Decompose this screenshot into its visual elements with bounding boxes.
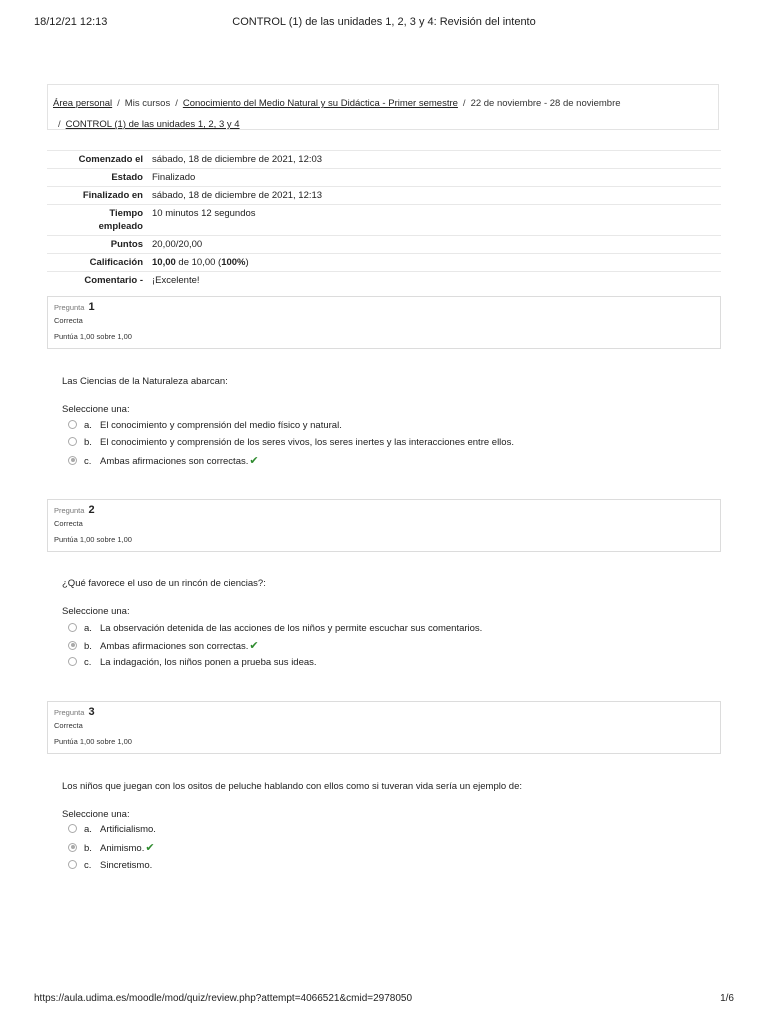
- question-text: Los niños que juegan con los ositos de peluche hablando con ellos como si tuveran vida sería un ejemplo de:: [62, 781, 522, 792]
- radio-icon[interactable]: [68, 420, 77, 429]
- answer-text: Sincretismo.: [100, 860, 153, 871]
- question-number-value: 1: [88, 301, 95, 313]
- answer-option[interactable]: [68, 859, 152, 873]
- question-info-1: [47, 296, 721, 349]
- radio-icon[interactable]: [68, 623, 77, 632]
- question-label: Pregunta: [54, 303, 85, 312]
- question-state: Correcta: [54, 519, 83, 528]
- select-prompt: Seleccione una:: [62, 809, 130, 820]
- answer-text: El conocimiento y comprensión del medio físico y natural.: [100, 420, 342, 431]
- print-datetime: 18/12/21 12:13: [34, 16, 108, 28]
- answer-text: Animismo.: [100, 843, 145, 854]
- check-icon: ✔: [249, 640, 259, 652]
- summary-row-comment: [47, 272, 721, 290]
- answer-text: Ambas afirmaciones son correctas.: [100, 641, 249, 652]
- answer-letter: a.: [84, 824, 92, 835]
- check-icon: ✔: [145, 842, 155, 854]
- answer-option[interactable]: [68, 639, 259, 653]
- summary-row-finished: [47, 187, 721, 205]
- print-header: [0, 16, 768, 32]
- radio-icon[interactable]: [68, 824, 77, 833]
- question-text: ¿Qué favorece el uso de un rincón de ciencias?:: [62, 578, 266, 589]
- summary-value: [148, 254, 721, 272]
- select-prompt: Seleccione una:: [62, 404, 130, 415]
- question-grade: Puntúa 1,00 sobre 1,00: [54, 332, 132, 341]
- answer-letter: b.: [84, 843, 92, 854]
- check-icon: ✔: [249, 455, 259, 467]
- answer-option[interactable]: [68, 656, 317, 670]
- answer-option[interactable]: [68, 841, 155, 855]
- question-text: Las Ciencias de la Naturaleza abarcan:: [62, 376, 228, 387]
- attempt-summary-table: [47, 150, 721, 289]
- answer-text: Artificialismo.: [100, 824, 156, 835]
- grade-score: 10,00: [152, 257, 176, 268]
- print-url: https://aula.udima.es/moodle/mod/quiz/review.php?attempt=4066521&cmid=2978050: [34, 993, 413, 1004]
- question-number-value: 3: [88, 706, 95, 718]
- summary-value: sábado, 18 de diciembre de 2021, 12:13: [148, 187, 721, 205]
- summary-label: Comentario -: [47, 272, 148, 290]
- question-grade: Puntúa 1,00 sobre 1,00: [54, 737, 132, 746]
- breadcrumb-separator: /: [117, 98, 120, 109]
- answer-option[interactable]: [68, 436, 514, 450]
- question-number: [54, 504, 714, 516]
- answer-option[interactable]: [68, 454, 259, 468]
- breadcrumb-separator: /: [462, 98, 466, 109]
- print-footer: [0, 993, 768, 1009]
- print-title: CONTROL (1) de las unidades 1, 2, 3 y 4: Revisión del intento: [232, 16, 536, 28]
- summary-value: 10 minutos 12 segundos: [148, 205, 721, 236]
- answer-text: La indagación, los niños ponen a prueba sus ideas.: [100, 657, 317, 668]
- print-page-number: 1/6: [720, 993, 734, 1004]
- breadcrumb-course-link[interactable]: Conocimiento del Medio Natural y su Didáctica - Primer semestre: [182, 98, 458, 109]
- summary-value: ¡Excelente!: [148, 272, 721, 290]
- answer-letter: a.: [84, 623, 92, 634]
- question-state: Correcta: [54, 316, 83, 325]
- answer-text: El conocimiento y comprensión de los seres vivos, los seres inertes y las interacciones entre ellos.: [100, 437, 514, 448]
- answer-letter: c.: [84, 657, 92, 668]
- question-label: Pregunta: [54, 708, 85, 717]
- summary-row-started: [47, 151, 721, 169]
- summary-label: Comenzado el: [47, 151, 148, 169]
- radio-icon[interactable]: [68, 860, 77, 869]
- question-info-3: [47, 701, 721, 754]
- summary-row-grade: [47, 254, 721, 272]
- answer-letter: c.: [84, 456, 92, 467]
- question-info-2: [47, 499, 721, 552]
- radio-icon[interactable]: [68, 657, 77, 666]
- summary-row-time: [47, 205, 721, 236]
- answer-letter: a.: [84, 420, 92, 431]
- summary-label: [47, 205, 148, 236]
- breadcrumb-home-link[interactable]: Área personal: [53, 98, 113, 109]
- summary-label: Finalizado en: [47, 187, 148, 205]
- answer-text: La observación detenida de las acciones de los niños y permite escuchar sus comentarios.: [100, 623, 483, 634]
- breadcrumb-courses: Mis cursos: [124, 98, 171, 109]
- summary-value: Finalizado: [148, 169, 721, 187]
- breadcrumb-separator: /: [58, 119, 61, 130]
- grade-percent: 100%: [221, 257, 246, 268]
- answer-option[interactable]: [68, 823, 156, 837]
- answer-letter: b.: [84, 437, 92, 448]
- breadcrumb-week: 22 de noviembre - 28 de noviembre: [470, 98, 621, 109]
- summary-label: Puntos: [47, 236, 148, 254]
- question-number: [54, 301, 714, 313]
- select-prompt: Seleccione una:: [62, 606, 130, 617]
- summary-label: Estado: [47, 169, 148, 187]
- breadcrumb: [47, 84, 719, 130]
- summary-label: Calificación: [47, 254, 148, 272]
- radio-icon[interactable]: [68, 437, 77, 446]
- answer-option[interactable]: [68, 622, 482, 636]
- summary-value: 20,00/20,00: [148, 236, 721, 254]
- grade-of: de 10,00 (: [175, 257, 222, 268]
- question-label: Pregunta: [54, 506, 85, 515]
- summary-label-line: Tiempo: [109, 208, 143, 219]
- question-state: Correcta: [54, 721, 83, 730]
- question-number-value: 2: [88, 504, 95, 516]
- question-grade: Puntúa 1,00 sobre 1,00: [54, 535, 132, 544]
- summary-value: sábado, 18 de diciembre de 2021, 12:03: [148, 151, 721, 169]
- grade-close: ): [245, 257, 249, 268]
- radio-icon[interactable]: [68, 456, 77, 465]
- answer-letter: c.: [84, 860, 92, 871]
- radio-icon[interactable]: [68, 843, 77, 852]
- breadcrumb-quiz-link[interactable]: CONTROL (1) de las unidades 1, 2, 3 y 4: [65, 119, 240, 130]
- answer-text: Ambas afirmaciones son correctas.: [100, 456, 249, 467]
- answer-option[interactable]: [68, 419, 342, 433]
- radio-icon[interactable]: [68, 641, 77, 650]
- question-number: [54, 706, 714, 718]
- summary-label-line: empleado: [98, 221, 143, 232]
- answer-letter: b.: [84, 641, 92, 652]
- summary-row-points: [47, 236, 721, 254]
- summary-row-state: [47, 169, 721, 187]
- breadcrumb-separator: /: [175, 98, 178, 109]
